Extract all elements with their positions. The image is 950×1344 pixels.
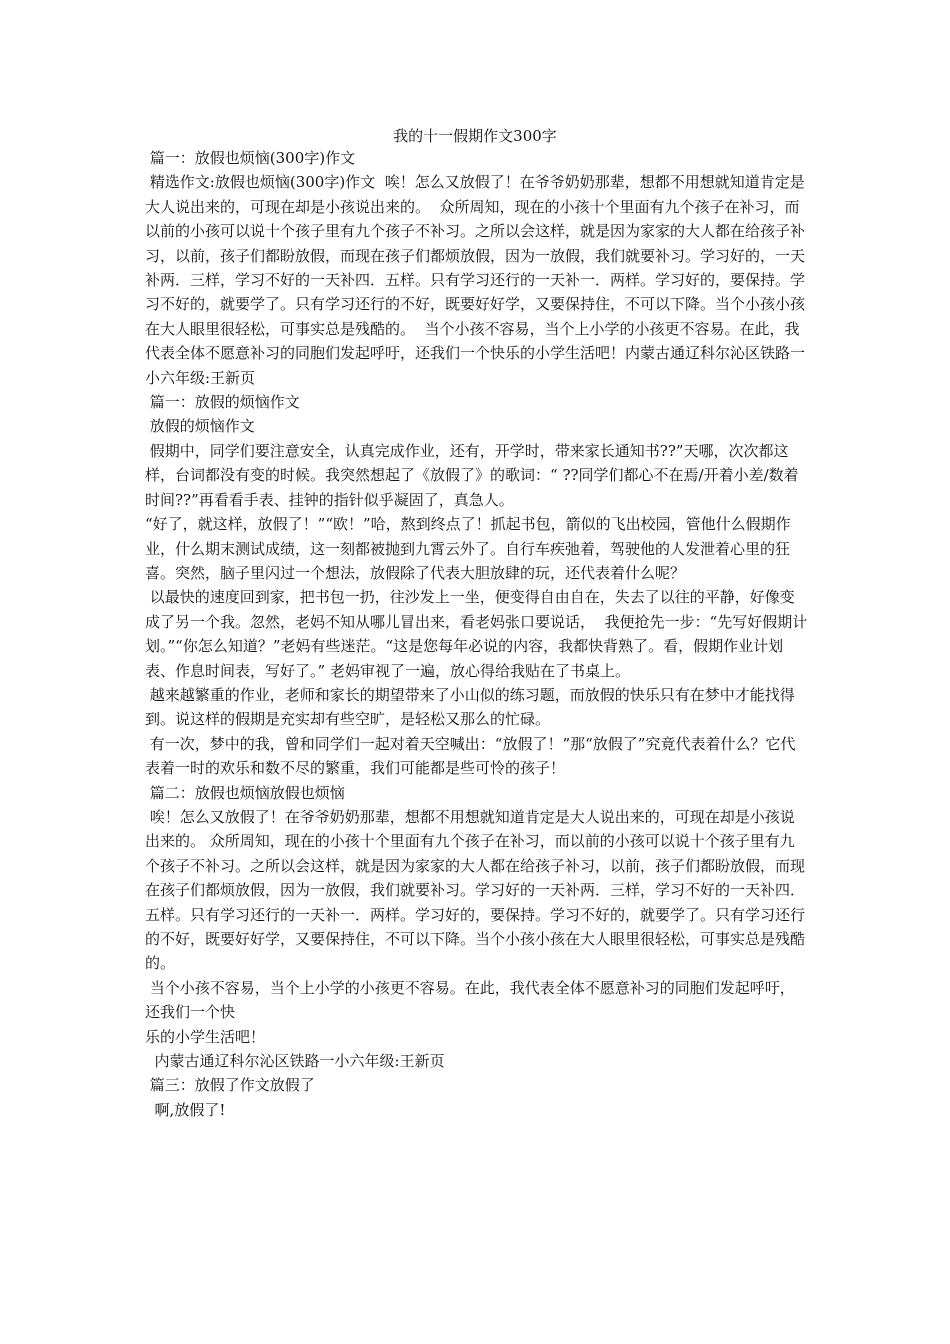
heading-section-3: 篇三：放假了作文放假了 bbox=[145, 1076, 315, 1095]
document-title: 我的十一假期作文300字 bbox=[393, 127, 557, 145]
paragraph-essay-2-1: 假期中，同学们要注意安全，认真完成作业，还有，开学时，带来家长通知书??”天哪，次次都这样，台词都没有变的时候。我突然想起了《放假了》的歌词：“ ??同学们都心不在焉/开着小差/数着时间??”再看看手表、挂钟的指针似乎凝固了，真急人。 bbox=[145, 441, 799, 509]
paragraph-essay-3-2: 当个小孩不容易，当个上小学的小孩更不容易。在此，我代表全体不愿意补习的同胞们发起呼吁，还我们一个快 bbox=[145, 978, 795, 1022]
paragraph-essay-2-4: 越来越繁重的作业，老师和家长的期望带来了小山似的练习题，而放假的快乐只有在梦中才能找得到。说这样的假期是充实却有些空旷，是轻松又那么的忙碌。 bbox=[145, 685, 795, 729]
heading-section-1b: 篇一：放假的烦恼作文 bbox=[145, 393, 300, 412]
subtitle-essay-2: 放假的烦恼作文 bbox=[145, 417, 255, 436]
paragraph-essay-2-2: “好了，就这样，放假了！”“欧！”哈，熬到终点了！抓起书包，箭似的飞出校园，管他什么假期作业，什么期末测试成绩，这一刻都被抛到九霄云外了。自行车疾弛着，驾驶他的人发泄着心里的狂喜。突然，脑子里闪过一个想法，放假除了代表大胆放肆的玩，还代表着什么呢？ bbox=[145, 515, 791, 582]
paragraph-essay-3-3: 乐的小学生活吧！ bbox=[145, 1027, 266, 1046]
document-body bbox=[145, 146, 809, 1122]
paragraph-essay-1: 精选作文:放假也烦恼(300字)作文 唉！怎么又放假了！在爷爷奶奶那辈，想都不用想就知道肯定是大人说出来的，可现在却是小孩说出来的。 众所周知，现在的小孩十个里面有九个孩子在补习，而以前的小孩可以说十个孩子里有九个孩子不补习。之所以会这样，就是因为家家的大人都在给孩子补习，以前，孩子们都盼放假，而现在孩子们都烦放假，因为一放假，我们就要补习。学习好的，一天补两．三样，学习不好的一天补四．五样。只有学习还行的一天补一．两样。学习好的，要保持。学习不好的，就要学了。只有学习还行的不好，既要好好学，又要保持住，不可以下降。当个小孩小孩在大人眼里很轻松，可事实总是残酷的。 当个小孩不容易，当个上小学的小孩更不容易。在此，我代表全体不愿意补习的同胞们发起呼吁，还我们一个快乐的小学生活吧！内蒙古通辽科尔沁区铁路一小六年级:王新页 bbox=[145, 173, 806, 387]
paragraph-essay-4-1: 啊,放假了! bbox=[145, 1100, 226, 1119]
paragraph-essay-3-1: 唉！怎么又放假了！在爷爷奶奶那辈，想都不用想就知道肯定是大人说出来的，可现在却是小孩说出来的。 众所周知，现在的小孩十个里面有九个孩子在补习，而以前的小孩可以说十个孩子里有九个孩子不补习。之所以会这样，就是因为家家的大人都在给孩子补习，以前，孩子们都盼放假，而现在孩子们都烦放假，因为一放假，我们就要补习。学习好的一天补两．三样，学习不好的一天补四．五样。只有学习还行的一天补一．两样。学习好的，要保持。学习不好的，就要学了。只有学习还行的不好，既要好好学，又要保持住，不可以下降。当个小孩小孩在大人眼里很轻松，可事实总是残酷的。 bbox=[145, 807, 806, 973]
paragraph-essay-2-5: 有一次，梦中的我，曾和同学们一起对着天空喊出：“放假了！”那“放假了”究竟代表着什么？它代表着一时的欢乐和数不尽的繁重，我们可能都是些可怜的孩子！ bbox=[145, 734, 796, 778]
heading-section-2: 篇二：放假也烦恼放假也烦恼 bbox=[145, 783, 345, 802]
heading-section-1: 篇一：放假也烦恼(300字)作文 bbox=[145, 149, 356, 167]
author-signature: 内蒙古通辽科尔沁区铁路一小六年级:王新页 bbox=[145, 1052, 445, 1071]
paragraph-essay-2-3: 以最快的速度回到家，把书包一扔，往沙发上一坐，便变得自由自在，失去了以往的平静，好像变成了另一个我。忽然，老妈不知从哪儿冒出来，看老妈张口要说话， 我便抢先一步：“先写好假期计划。”“你怎么知道？”老妈有些迷茫。“这是您每年必说的内容，我都快背熟了。看，假期作业计划表、作息时间表，写好了。” 老妈审视了一遍，放心得给我贴在了书桌上。 bbox=[145, 588, 808, 680]
